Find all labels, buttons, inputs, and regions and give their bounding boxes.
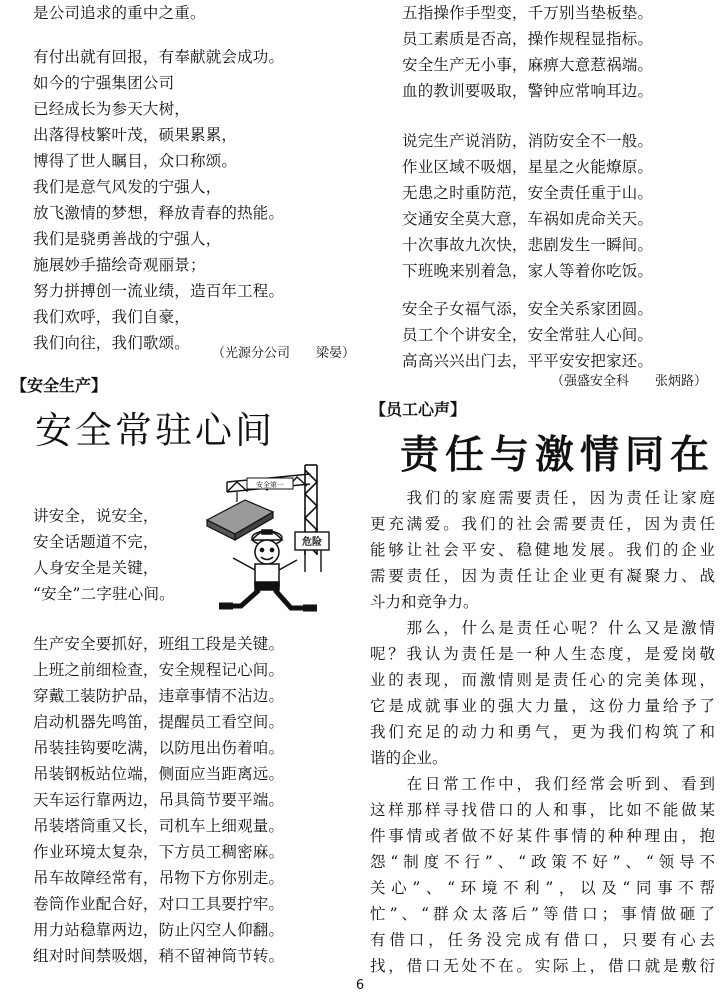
poem-line: 出落得枝繁叶茂，硕果累累， xyxy=(33,126,238,144)
intro-line: 安全话题道不完， xyxy=(33,533,159,551)
paragraph-line: 忙”、“群众太落后”等借口；事情做砸了 xyxy=(370,905,715,923)
poem-signature-right: （强盛安全科 张炳路） xyxy=(550,374,707,389)
paragraph-line: 有借口，任务没完成有借口，只要有心去 xyxy=(370,931,715,949)
paragraph-line: 我们充足的动力和勇气，更为我们构筑了和 xyxy=(370,723,715,741)
intro-line: 讲安全，说安全， xyxy=(33,507,159,525)
poem-line: 安全子女福气添，安全关系家团圆。 xyxy=(402,300,654,318)
paragraph-line: 能够让社会平安、稳健地发展。我们的企业 xyxy=(370,541,715,559)
poem-line: 员工个个讲安全，安全常驻人心间。 xyxy=(402,326,654,344)
banner-text: 安全第一 xyxy=(256,481,284,489)
paragraph-line: 斗力和竞争力。 xyxy=(370,593,479,611)
paragraph-line: 这样那样寻找借口的人和事，比如不能做某 xyxy=(370,801,715,819)
verse-line: 卷筒作业配合好，对口工具要拧牢。 xyxy=(33,895,285,913)
verse-line: 组对时间禁吸烟，稍不留神筒节转。 xyxy=(33,947,285,965)
paragraph-line: 我们的家庭需要责任，因为责任让家庭 xyxy=(370,489,715,507)
poem-line: 五指操作手型变，千万别当垫板垫。 xyxy=(402,4,654,22)
paragraph-line: 它是成就事业的强大力量，这份力量给予了 xyxy=(370,697,715,715)
poem-line: 如今的宁强集团公司 xyxy=(33,74,175,92)
paragraph-line: 更充满爱。我们的社会需要责任，因为责任 xyxy=(370,515,715,533)
poem-line: 高高兴兴出门去，平平安安把家还。 xyxy=(402,352,654,370)
paragraph-line: 需要责任，因为责任让企业更有凝聚力、战 xyxy=(370,567,715,585)
page-number: 6 xyxy=(355,978,365,993)
poem-line: 作业区域不吸烟，星星之火能燎原。 xyxy=(402,158,654,176)
poem-line: 努力拼搏创一流业绩，造百年工程。 xyxy=(33,282,285,300)
verse-line: 吊装塔筒重又长，司机车上细观量。 xyxy=(33,817,285,835)
verse-line: 上班之前细检查，安全规程记心间。 xyxy=(33,661,285,679)
verse-line: 用力站稳靠两边，防止闪空人仰翻。 xyxy=(33,921,285,939)
danger-sign-text: 危险 xyxy=(302,537,322,548)
verse-line: 吊装钢板站位端，侧面应当距离远。 xyxy=(33,765,285,783)
poem-line: 交通安全莫大意，车祸如虎命关天。 xyxy=(402,210,654,228)
intro-line: “安全”二字驻心间。 xyxy=(33,585,175,603)
poem-line: 下班晚来别着急，家人等着你吃饭。 xyxy=(402,262,654,280)
poem-line: 员工素质是否高，操作规程显指标。 xyxy=(402,30,654,48)
paragraph-line: 在日常工作中，我们经常会听到、看到 xyxy=(370,775,715,793)
paragraph-line: 呢？我认为责任是一种人生态度，是爱岗敬 xyxy=(370,645,715,663)
poem-line: 我们是骁勇善战的宁强人， xyxy=(33,230,222,248)
article-title-responsibility: 责任与激情同在 xyxy=(400,432,716,478)
verse-line: 启动机器先鸣笛，提醒员工看空间。 xyxy=(33,713,285,731)
verse-line: 穿戴工装防护品，违章事情不沾边。 xyxy=(33,687,285,705)
section-tag-safety: 【安全生产】 xyxy=(11,376,108,395)
paragraph-line: 关心”、“环境不利”，以及“同事不帮 xyxy=(370,879,715,897)
poem-line: 十次事故九次快，悲剧发生一瞬间。 xyxy=(402,236,654,254)
paragraph-line: 件事情或者做不好某件事情的种种理由，抱 xyxy=(370,827,715,845)
article-title-safety: 安全常驻心间 xyxy=(35,409,275,452)
paragraph-line: 怨“制度不行”、“政策不好”、“领导不 xyxy=(370,853,715,871)
poem-line: 施展妙手描绘奇观丽景； xyxy=(33,256,206,274)
verse-line: 作业环境太复杂，下方员工稠密麻。 xyxy=(33,843,285,861)
poem-line: 有付出就有回报，有奉献就会成功。 xyxy=(33,48,285,66)
poem-line: 无患之时重防范，安全责任重于山。 xyxy=(402,184,654,202)
poem-line: 我们欢呼，我们自豪， xyxy=(33,308,191,326)
intro-line: 人身安全是关键， xyxy=(33,559,159,577)
poem-line: 已经成长为参天大树， xyxy=(33,100,191,118)
poem-line: 我们是意气风发的宁强人， xyxy=(33,178,222,196)
verse-line: 生产安全要抓好，班组工段是关键。 xyxy=(33,635,285,653)
paragraph-line: 谐的企业。 xyxy=(370,749,448,767)
poem-signature: （光源分公司 梁晏） xyxy=(211,346,355,361)
poem-line: 是公司追求的重中之重。 xyxy=(33,4,206,22)
paragraph-line: 找，借口无处不在。实际上，借口就是敷衍 xyxy=(370,957,715,975)
poem-line: 安全生产无小事，麻痹大意惹祸端。 xyxy=(402,56,654,74)
paragraph-line: 那么，什么是责任心呢？什么又是激情 xyxy=(370,619,715,637)
poem-line: 说完生产说消防，消防安全不一般。 xyxy=(402,132,654,150)
safety-cartoon-illustration xyxy=(205,460,345,625)
poem-line: 我们向往，我们歌颂。 xyxy=(33,334,191,352)
danger-sign xyxy=(295,532,329,572)
verse-line: 天车运行靠两边，吊具筒节要平端。 xyxy=(33,791,285,809)
poem-line: 血的教训要吸取，警钟应常响耳边。 xyxy=(402,82,654,100)
section-tag-employee-voice: 【员工心声】 xyxy=(370,400,467,419)
verse-line: 吊车故障经常有，吊物下方你别走。 xyxy=(33,869,285,887)
poem-line: 博得了世人瞩目，众口称颂。 xyxy=(33,152,238,170)
paragraph-line: 业的表现，而激情则是责任心的完美体现， xyxy=(370,671,715,689)
poem-line: 放飞激情的梦想，释放青春的热能。 xyxy=(33,204,285,222)
verse-line: 吊装挂钩要吃满，以防甩出伤着咱。 xyxy=(33,739,285,757)
